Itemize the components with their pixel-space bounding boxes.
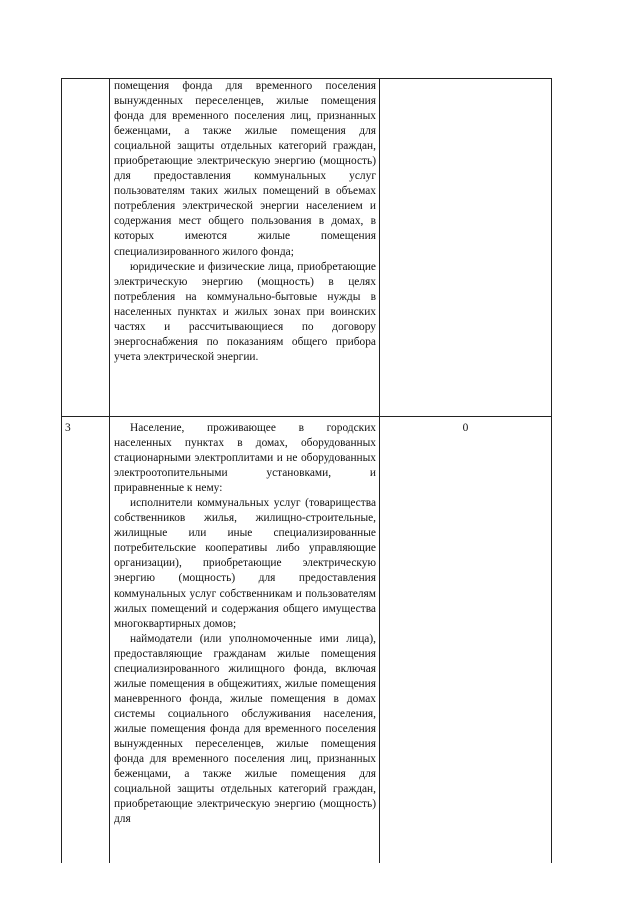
row-value-cell [380, 79, 552, 417]
row-value-cell: 0 [380, 417, 552, 864]
table-row [62, 79, 552, 417]
row-number-cell: 3 [62, 417, 110, 864]
description-paragraph: наймодатели (или уполномоченные ими лица), предоставляющие гражданам жилые помещения специализированного жилищного фонда, включая жилые помещения в общежитиях, жилые помещения маневренного фонда, жилые помещения в домах системы социального обслуживания населения, жилые помещения фонда для временного поселения вынужденных переселенцев, жилые помещения фонда для временного поселения лиц, признанных беженцами, а также жилые помещения для социальной защиты отдельных категорий граждан, приобретающие электрическую энергию (мощность) для [114, 632, 376, 826]
description-paragraph: помещения фонда для временного поселения вынужденных переселенцев, жилые помещения фонда для временного поселения лиц, признанных беженцами, а также жилые помещения для социальной защиты отдельных категорий граждан, приобретающие электрическую энергию (мощность) для предоставления коммунальных услуг пользователям таких жилых помещений в объемах потребления электрической энергии населением и содержания мест общего пользования в домах, в которых имеются жилые помещения специализированного жилого фонда; [114, 80, 376, 258]
row-number-cell [62, 79, 110, 417]
tariff-table [61, 78, 552, 863]
description-paragraph: исполнители коммунальных услуг (товарищества собственников жилья, жилищно-строительные, жилищные или иные специализированные потребительские кооперативы либо управляющие организации), приобретающие электрическую энергию (мощность) для предоставления коммунальных услуг собственникам и пользователям жилых помещений и содержания общего имущества многоквартирных домов; [114, 497, 376, 630]
row-description-cell [110, 417, 380, 864]
description-paragraph: юридические и физические лица, приобретающие электрическую энергию (мощность) в целях потребления на коммунально-бытовые нужды в населенных пунктах и жилых зонах при воинских частях и рассчитывающиеся по договору энергоснабжения по показаниям общего прибора учета электрической энергии. [114, 260, 376, 363]
row-description-cell [110, 79, 380, 417]
description-paragraph: Население, проживающее в городских населенных пунктах в домах, оборудованных стационарными электроплитами и не оборудованных электроотопительными установками, и приравненные к нему: [114, 422, 376, 495]
table-row [62, 417, 552, 864]
